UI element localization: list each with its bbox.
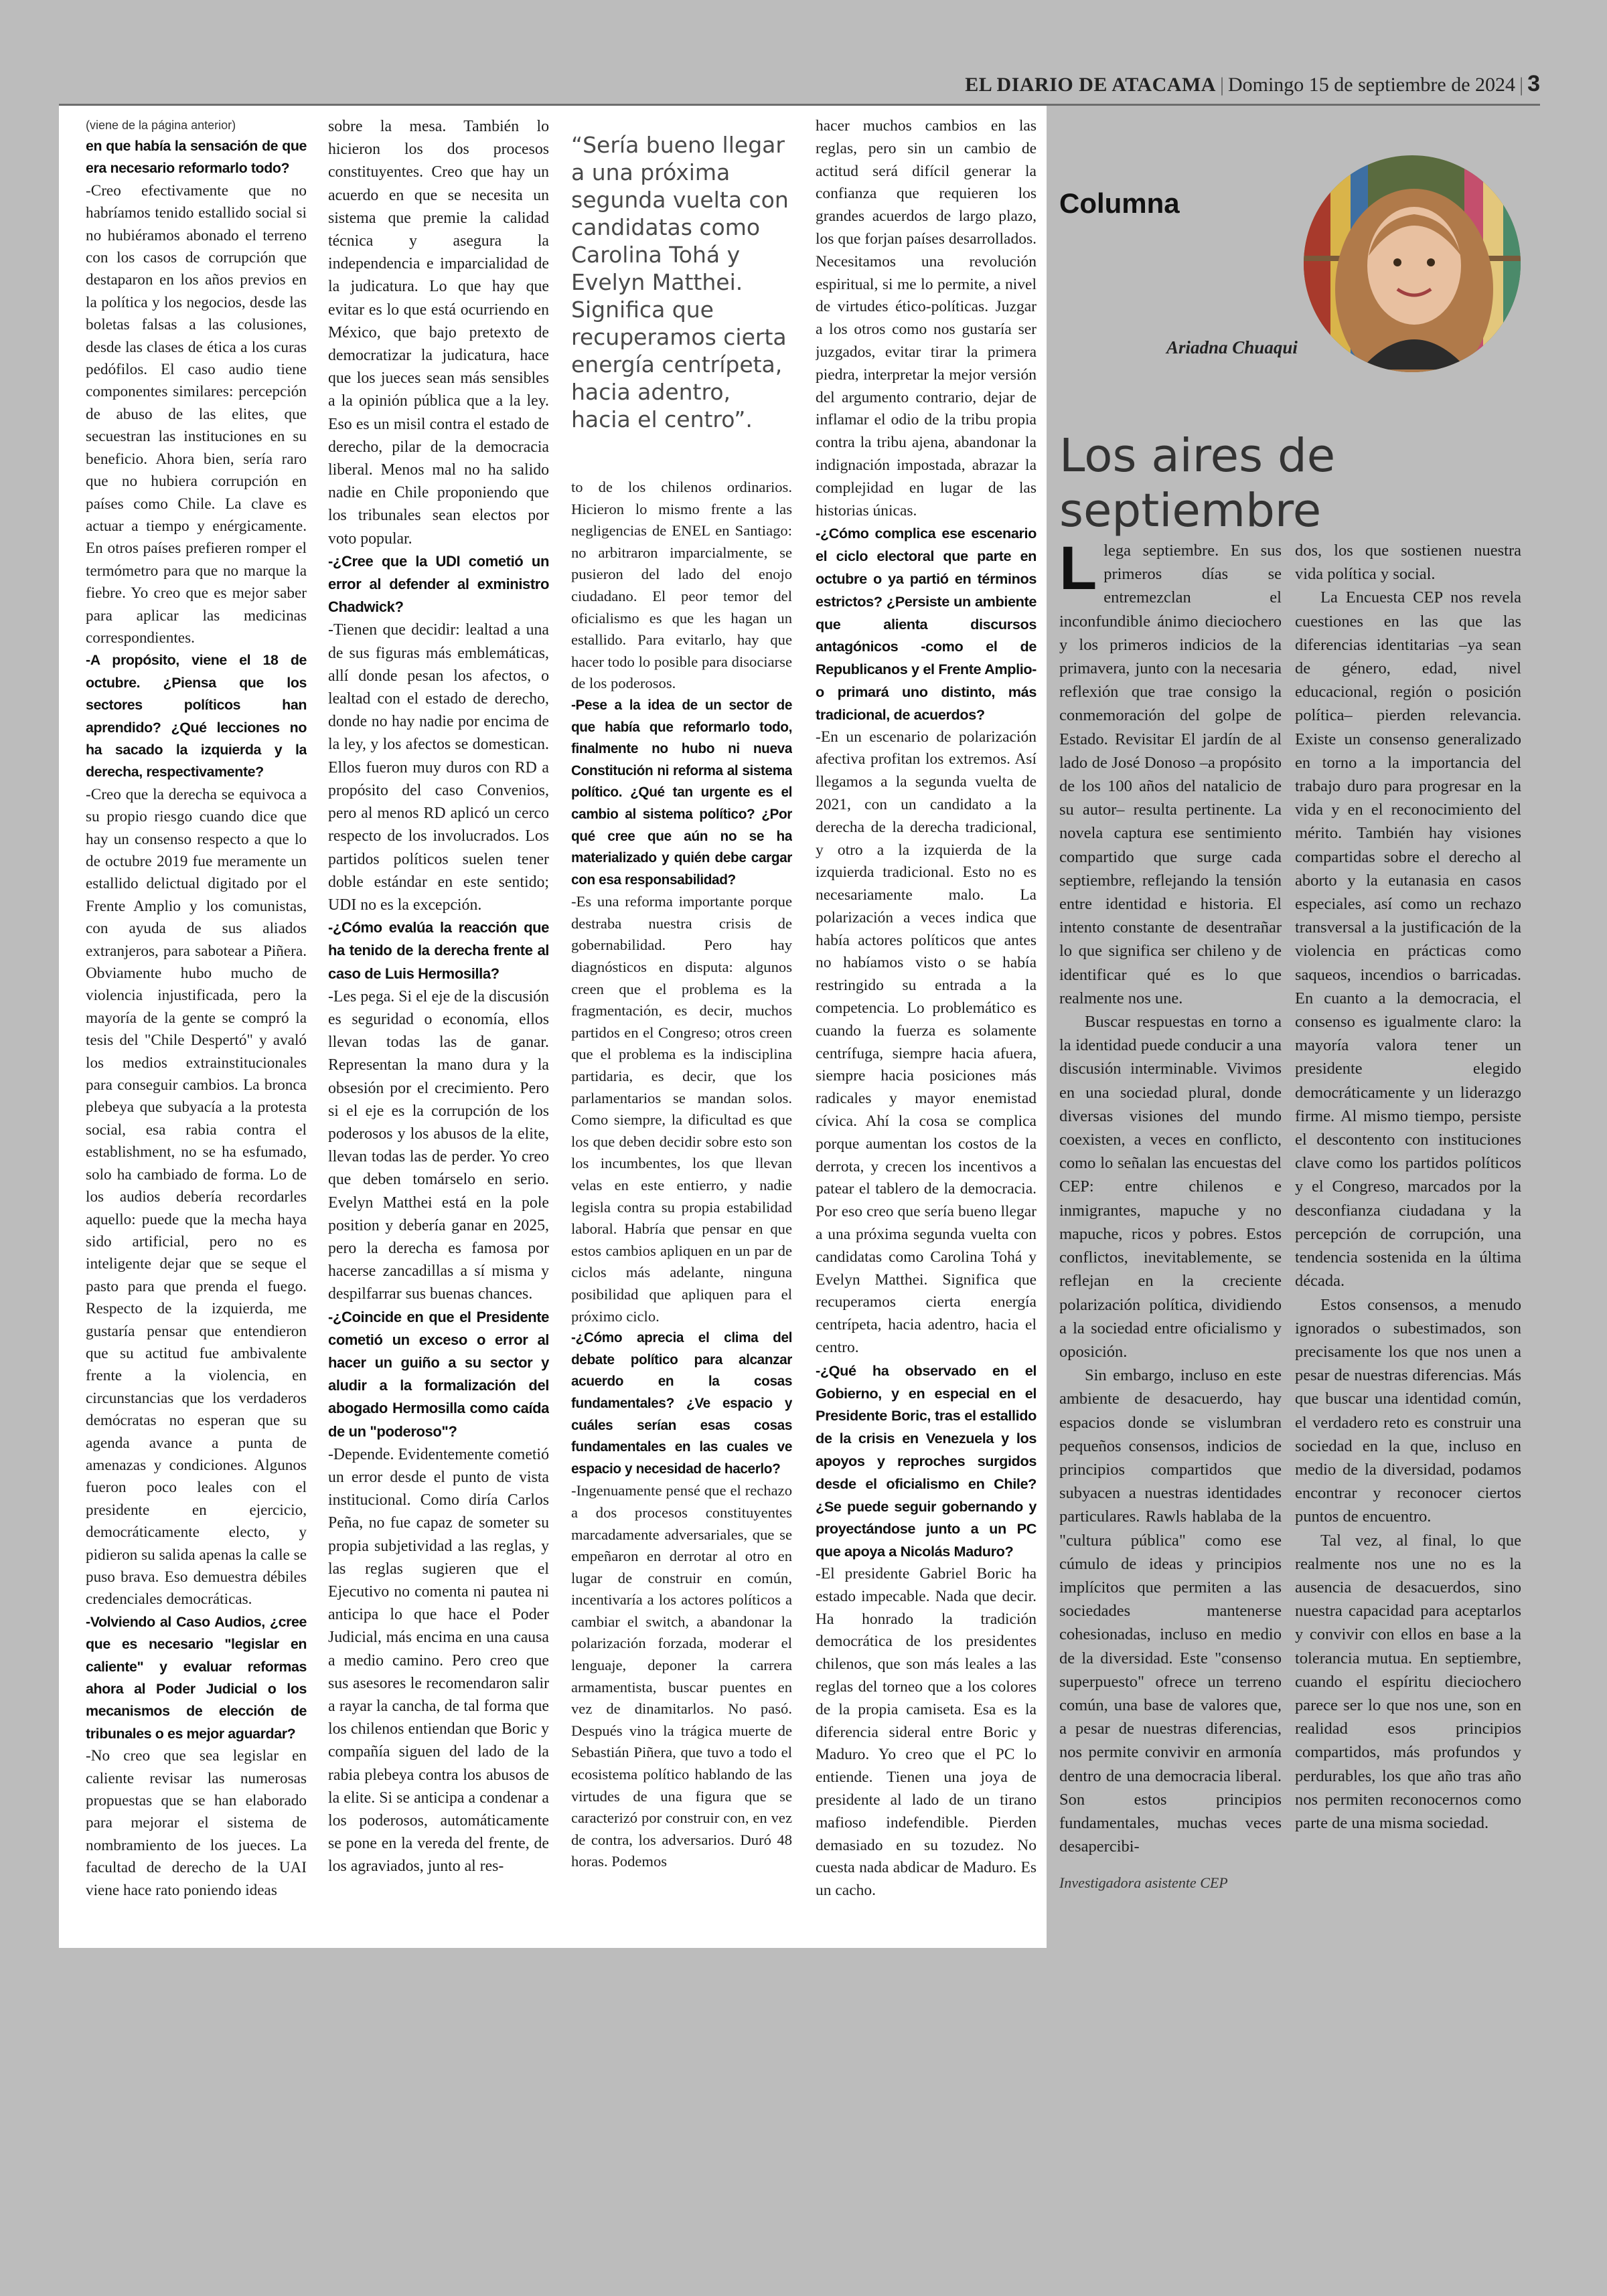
interview-column-3 — [571, 477, 792, 1922]
opinion-paragraph: Sin embargo, incluso en este ambiente de desacuerdo, hay espacios donde se vislumbran pequeños consensos, indicios de principios compartidos que subyacen a nuestras identidades particulares. Rawls hablaba de la "cultura pública" como ese cúmulo de ideas y principios implícitos que permiten a las sociedades mantenerse cohesionadas, incluso en medio de la diversidad. Este "consenso superpuesto" ofrece un terreno común, una base de valores que, a pesar de nuestras diferencias, nos permite convivir en armonía dentro de una democracia liberal. Son estos principios fundamentales, muchas veces desapercibi- — [1059, 1366, 1282, 1856]
opinion-column-2 — [1295, 539, 1521, 1864]
interview-answer: sobre la mesa. También lo hicieron los dos procesos constituyentes. Creo que hay un acuerdo en que se necesita un sistema que premie la calidad técnica y asegura la independencia e imparcialidad de la judicatura. Lo que hay que evitar es lo que está ocurriendo en México, que bajo pretexto de democratizar la judicatura, hace que los jueces sean más sensibles a la opinión pública que a la ley. Eso es un misil contra el estado de derecho, pilar de la democracia liberal. Menos mal no ha salido nadie en Chile proponiendo que los tribunales sean electos por voto popular. — [328, 118, 549, 548]
masthead-separator: | — [1219, 74, 1224, 96]
author-avatar — [1304, 155, 1521, 372]
author-credit: Investigadora asistente CEP — [1059, 1874, 1228, 1891]
interview-answer: -En un escenario de polarización afectiva profitan los extremos. Así llegamos a la segunda vuelta de 2021, con un candidato a la derecha de la derecha tradicional, y otro a la izquierda de la izquierda tradicional. Esto no es necesariamente malo. La polarización a veces indica que había actores políticos que antes no habíamos visto o se había restringido su entrada a la competencia. Lo problemático es cuando la fuerza es solamente centrífuga, siempre hacia afuera, siempre hacia posiciones más radicales y mayor enemistad cívica. Ahí la cosa se complica porque aumentan los costos de la derrota, y crecen los incentivos a patear el tablero de la democracia. Por eso creo que sería bueno llegar a una próxima segunda vuelta con candidatas como Carolina Tohá y Evelyn Matthei. Significa que recuperamos cierta energía centrípeta, hacia adentro, hacia el centro. — [816, 728, 1037, 1357]
issue-date: Domingo 15 de septiembre de 2024 — [1227, 74, 1516, 96]
interview-answer: to de los chilenos ordinarios. Hicieron lo mismo frente a las negligencias de ENEL en Santiago: no arbitraron imparcialmente, se pusieron del lado del enojo ciudadano. El peor temor del oficialismo es que les hagan un estallido. Para evitarlo, hay que hacer todo lo posible para disociarse de los poderosos. — [571, 479, 792, 692]
interview-answer: -Creo que la derecha se equivoca a su propio riesgo cuando dice que hay un consenso respecto a que lo de octubre 2019 fue meramente un estallido delictual digitado por el Frente Amplio y los comunistas, con ayuda de sus aliados extranjeros, para sabotear a Piñera. Obviamente hubo mucho de violencia injustificada, pero la mayoría de la gente se compró la tesis del "Chile Despertó" y avaló los medios extrainstitucionales para conseguir cambios. La bronca plebeya que subyacía a la protesta social, esa rabia contra el establishment, no se ha esfumado, solo ha cambiado de forma. Lo de los audios debería recordarles aquello: puede que la mecha haya sido artificial, pero no es inteligente dejar que se seque el pasto para que prenda el fuego. Respecto de la izquierda, me gustaría pensar que entendieron que su actitud fue ambivalente frente a la violencia, en circunstancias que los verdaderos demócratas no esperan que su agenda avance a punta de amenazas y condiciones. Algunos fueron poco leales con el presidente en ejercicio, democráticamente electo, y pidieron su salida apenas la calle se puso brava. Eso demuestra débiles credenciales democráticas. — [86, 785, 307, 1609]
pull-quote: “Sería bueno llegar a una próxima segunda vuelta con candidatas como Carolina Tohá y Evelyn Matthei. Significa que recuperamos cierta energía centrípeta, hacia adentro, hacia el centro”. — [571, 132, 789, 432]
interview-question: -¿Qué ha observado en el Gobierno, y en especial en el Presidente Boric, tras el estallido de la crisis en Venezuela y los apoyos y reproches surgidos desde el oficialismo en Chile? ¿Se puede seguir gobernando y proyectándose junto a un PC que apoya a Nicolás Maduro? — [816, 1362, 1037, 1560]
masthead-separator: | — [1519, 74, 1524, 96]
interview-answer: -Tienen que decidir: lealtad a una de sus figuras más emblemáticas, allí donde pesan los afectos, o lealtad con el estado de derecho, donde no hay nadie por encima de la ley, y los afectos se domestican. Ellos fueron muy duros con RD a propósito del caso Convenios, pero al menos RD aplicó un cerco respecto de los involucrados. Los partidos políticos suelen tener doble estándar en este sentido; UDI no es la excepción. — [328, 621, 549, 914]
interview-column-2 — [328, 115, 549, 1922]
opinion-paragraph-text: lega septiembre. En sus primeros días se entremezclan el inconfundible ánimo dieciochero y los primeros indicios de la primavera, junto con la necesaria reflexión que trae consigo la conmemoración del golpe de Estado. Revisitar El jardín de al lado de José Donoso –a propósito de los 100 años del natalicio de su autor– resulta pertinente. La novela captura ese sentimiento compartido que surge cada septiembre, reflejando la tensión entre identidad e historia. El intento constante de desentrañar lo que significa ser chileno y de identificar qué es lo que realmente nos une. — [1059, 542, 1282, 1007]
interview-question: -¿Coincide en que el Presidente cometió un exceso o error al hacer un guiño a su sector y aludir a la formalización del abogado Hermosilla como caída de un "poderoso"? — [328, 1308, 549, 1440]
masthead — [965, 71, 1540, 98]
opinion-paragraph: Estos consensos, a menudo ignorados o subestimados, son precisamente los que nos unen a pesar de nuestras diferencias. Más que buscar una identidad común, el verdadero reto es construir una sociedad en la que, incluso en medio de la diversidad, podamos encontrar y reconocer ciertos puntos de encuentro. — [1295, 1295, 1521, 1526]
interview-question: -¿Cree que la UDI cometió un error al defender al exministro Chadwick? — [328, 552, 549, 616]
interview-answer: -Depende. Evidentemente cometió un error desde el punto de vista institucional. Como diría Carlos Peña, no fue capaz de someter su propia subjetividad a las reglas, y las reglas sugieren que el Ejecutivo no comenta ni pautea ni anticipa lo que hace el Poder Judicial, más encima en una causa a medio camino. Pero creo que sus asesores le recomendaron salir a rayar la cancha, de tal forma que los chilenos entiendan que Boric y compañía siguen del lado de la rabia plebeya contra los abusos de la elite. Si se anticipa a condenar a los poderosos, automáticamente se pone en la vereda del frente, de los agraviados, junto al res- — [328, 1445, 549, 1876]
page-number: 3 — [1527, 71, 1540, 96]
opinion-paragraph: La Encuesta CEP nos revela cuestiones en las que las diferencias identitarias –ya sean de género, edad, nivel educacional, región o posición política– pierden relevancia. Existe un consenso generalizado en torno a la importancia del trabajo duro para progresar en la vida y en el reconocimiento del mérito. También hay visiones compartidas sobre el derecho al aborto y la eutanasia en casos especiales, así como un rechazo transversal a la justificación de la violencia en prácticas como saqueos, incendios o barricadas. En cuanto a la democracia, el consenso es igualmente claro: la mayoría valora tener un presidente elegido democráticamente y un liderazgo firme. Al mismo tiempo, persiste el descontento con instituciones clave como los partidos políticos y el Congreso, marcados por la desconfianza ciudadana y la percepción de corrupción, una tendencia sostenida en la última década. — [1295, 588, 1521, 1291]
interview-column-4 — [816, 115, 1037, 1922]
interview-question: en que había la sensación de que era necesario reformarlo todo? — [86, 138, 307, 177]
interview-answer: -Ingenuamente pensé que el rechazo a dos procesos constituyentes marcadamente adversariales, que se empeñaron en derrotar al otro en lugar de construir en común, incentivaría a los actores políticos a cambiar el switch, a abandonar la polarización forzada, moderar el lenguaje, deponer la carrera armamentista, buscar puentes en vez de dinamitarlos. No pasó. Después vino la trágica muerte de Sebastián Piñera, que tuvo a todo el ecosistema político hablando de las virtudes de una figura que se caracterizó por construir con, en vez de contra, los adversarios. Duró 48 horas. Podemos — [571, 1482, 792, 1870]
interview-answer: -No creo que sea legislar en caliente revisar las numerosas propuestas que se han elaborado para mejorar el sistema de nombramiento de los jueces. La facultad de derecho de la UAI viene hace rato poniendo ideas — [86, 1747, 307, 1899]
continuation-note: (viene de la página anterior) — [86, 118, 236, 132]
drop-cap: L — [1059, 539, 1097, 602]
interview-question: -¿Cómo aprecia el clima del debate político para alcanzar acuerdo en la cosas fundamentales? ¿Ve espacio y cuáles serían esas cosas fundamentales en las cuales ve espacio y necesidad de hacerlo? — [571, 1330, 792, 1477]
interview-answer: -El presidente Gabriel Boric ha estado impecable. Nada que decir. Ha honrado la tradición democrática de los presidentes chilenos, que son más leales a las reglas del torneo que a los colores de la propia camiseta. Esa es la diferencia sideral entre Boric y Maduro. Yo creo que el PC lo entiende. Tienen una joya de presidente al lado de un tirano mafioso indefendible. Pierden demasiado en su tozudez. No cuesta nada abdicar de Maduro. Es un cacho. — [816, 1565, 1037, 1900]
interview-answer: -Les pega. Si el eje de la discusión es seguridad o economía, ellos llevan todas las de ganar. Representan la mano dura y la obsesión por el crecimiento. Pero si el eje es la corrupción de los poderosos y los abusos de la elite, llevan todas las de perder. Yo creo que deben tomárselo en serio. Evelyn Matthei está en la pole position y debería ganar en 2025, pero la derecha es famosa por hacerse zancadillas a sí misma y despilfarrar sus buenas chances. — [328, 987, 549, 1303]
headline: Los aires de septiembre — [1059, 429, 1336, 538]
opinion-paragraph: dos, los que sostienen nuestra vida política y social. — [1295, 542, 1521, 584]
interview-question: -A propósito, viene el 18 de octubre. ¿Piensa que los sectores políticos han aprendido? ¿Qué lecciones no ha sacado la izquierda y la derecha, respectivamente? — [86, 652, 307, 781]
interview-answer: hacer muchos cambios en las reglas, pero sin un cambio de actitud será difícil generar la confianza que requieren los grandes acuerdos de largo plazo, los que forjan países desarrollados. Necesitamos una revolución espiritual, si me lo permite, a nivel de virtudes ético-políticas. Juzgar a los otros como nos gustaría ser juzgados, evitar tirar la primera piedra, interpretar la mejor versión del argumento contrario, dejar de inflamar el odio de la tribu propia contra la tribu ajena, abandonar la indignación impostada, abrazar la complejidad en lugar de las historias únicas. — [816, 117, 1037, 519]
publication-name: EL DIARIO DE ATACAMA — [965, 74, 1216, 96]
opinion-paragraph: Tal vez, al final, lo que realmente nos une no es la ausencia de desacuerdos, sino nuestra capacidad para aceptarlos y convivir con ellos en base a la tolerancia mutua. En septiembre, cuando el espíritu dieciochero parece ser lo que nos une, son en realidad esos principios compartidos, más profundos y perdurables, los que año tras año nos permiten reconocernos como parte de una misma sociedad. — [1295, 1531, 1521, 1832]
author-name: Ariadna Chuaqui — [1166, 337, 1298, 357]
section-label: Columna — [1059, 187, 1180, 219]
interview-question: -¿Cómo complica ese escenario el ciclo electoral que parte en octubre o ya partió en términos estrictos? ¿Persiste un ambiente que alienta discursos antagónicos -como el de Republicanos y el Frente Amplio- o primará uno distinto, más tradicional, de acuerdos? — [816, 525, 1037, 723]
opinion-paragraph — [1059, 539, 1282, 1010]
interview-answer: -Creo efectivamente que no habríamos tenido estallido social si no hubiéramos abonado el terreno con los casos de corrupción que destaparon en los años previos en la política y los negocios, desde las boletas falsas a las colusiones, desde las clases de ética a los curas pedófilos. El caso audio tiene componentes similares: percepción de abuso de las elites, que secuestran las instituciones en su beneficio. Ahora bien, sería raro que no hubiera corrupción en países como Chile. La clave es actuar a tiempo y enérgicamente. En otros países prefieren romper el termómetro para que no marque la fiebre. Yo creo que es mejor saber para aplicar las medicinas correspondientes. — [86, 181, 307, 647]
interview-question: -Volviendo al Caso Audios, ¿cree que es necesario "legislar en caliente" y evaluar reformas ahora al Poder Judicial o los mecanismos de elección de tribunales o es mejor aguardar? — [86, 1613, 307, 1742]
opinion-paragraph: Buscar respuestas en torno a la identidad puede conducir a una discusión interminable. Vivimos en una sociedad plural, donde diversas visiones del mundo coexisten, a veces en conflicto, como lo señalan las encuestas del CEP: entre chilenos e inmigrantes, mapuche y no mapuche, ricos y pobres. Estos conflictos, inevitablemente, se reflejan en la creciente polarización política, dividiendo a la sociedad entre oficialismo y oposición. — [1059, 1013, 1282, 1361]
interview-answer: -Es una reforma importante porque destraba nuestra crisis de gobernabilidad. Pero hay diagnósticos en disputa: algunos creen que el problema es la fragmentación, es decir, muchos partidos en el Congreso; otros creen que el problema es la indisciplina partidaria, es decir, que los parlamentarios se mandan solos. Como siempre, la dificultad es que los que deben decidir sobre esto son los incumbentes, los que llevan velas en este entierro, y nadie legisla contra su propia estabilidad laboral. Habría que pensar en que estos cambios apliquen en un par de ciclos más adelante, ninguna posibilidad que apliquen para el próximo ciclo. — [571, 893, 792, 1325]
author-portrait-icon — [1304, 155, 1521, 372]
opinion-column-1 — [1059, 539, 1282, 1864]
interview-column-1 — [86, 115, 307, 1922]
interview-question: -Pese a la idea de un sector de que había que reformarlo todo, finalmente no hubo ni nueva Constitución ni reforma al sistema político. ¿Qué tan urgente es el cambio al sistema político? ¿Por qué cree que aún no se ha materializado y quién debe cargar con esa responsabilidad? — [571, 697, 792, 888]
interview-question: -¿Cómo evalúa la reacción que ha tenido de la derecha frente al caso de Luis Hermosilla? — [328, 919, 549, 982]
